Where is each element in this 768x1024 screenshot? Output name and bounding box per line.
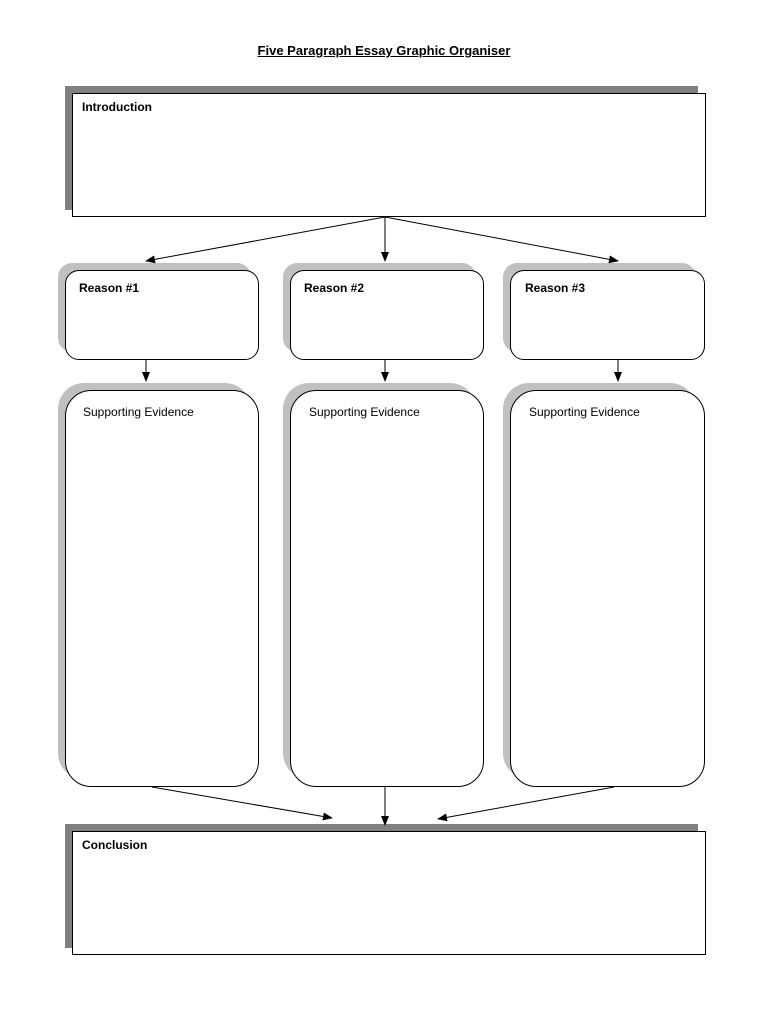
evidence-3-label: Supporting Evidence [529,405,640,419]
arrow-intro-to-reason-3 [385,217,618,261]
arrow-evidence-3-to-conclusion [438,787,614,819]
arrow-evidence-1-to-conclusion [152,787,332,818]
arrow-intro-to-reason-1 [146,217,385,261]
evidence-2-label: Supporting Evidence [309,405,420,419]
reason-2-label: Reason #2 [304,281,365,295]
reason-1-label: Reason #1 [79,281,140,295]
introduction-label: Introduction [82,100,152,114]
reason-3-label: Reason #3 [525,281,586,295]
conclusion-label: Conclusion [82,838,148,852]
evidence-1-label: Supporting Evidence [83,405,194,419]
page-title: Five Paragraph Essay Graphic Organiser [257,43,511,58]
